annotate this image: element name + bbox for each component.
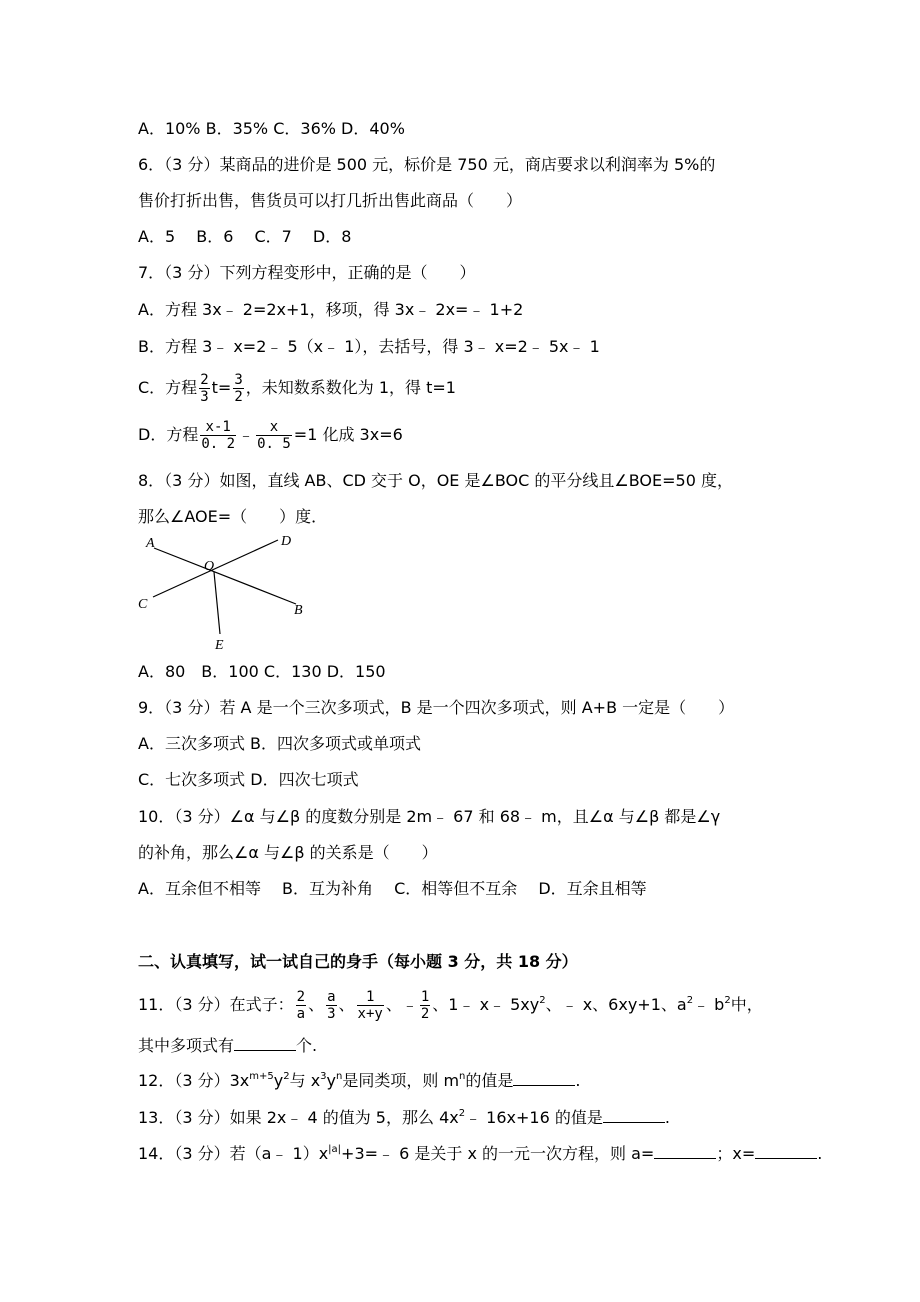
ray-oe — [214, 572, 220, 634]
q7-option-c — [138, 370, 456, 406]
q7-d-fraction-2 — [256, 419, 292, 452]
q9-stem: 9．（3 分）若 A 是一个三次多项式，B 是一个四次多项式，则 A+B 一定是（ ） — [138, 698, 735, 717]
q8-options: A．80 B．100 C．130 D．150 — [138, 662, 386, 681]
q11-rest-a: 、1﹣ x﹣ 5xy — [432, 995, 540, 1014]
q11-sep1: 、 — [308, 995, 325, 1014]
q11-sup-c: 2 — [724, 995, 731, 1006]
q14-answer-blank-a[interactable] — [654, 1144, 716, 1159]
q11-rest-c: ﹣ b — [693, 995, 725, 1014]
q6-options: A．5 B．6 C．7 D．8 — [138, 227, 352, 246]
q14-t1: 14．（3 分）若（a﹣ 1）x — [138, 1144, 329, 1163]
q11-answer-blank[interactable] — [234, 1036, 296, 1051]
q14-line — [138, 1144, 822, 1164]
q11-sep3: 、﹣ — [385, 995, 418, 1014]
q13-line — [138, 1108, 670, 1128]
q8-stem-line1: 8．（3 分）如图，直线 AB、CD 交于 O，OE 是∠BOC 的平分线且∠BOE=50 度， — [138, 471, 733, 490]
q12-t6: 的值是 — [465, 1071, 514, 1090]
q7-option-d — [138, 417, 403, 453]
fraction-numerator: 3 — [234, 372, 243, 388]
q11-fraction-4 — [420, 989, 430, 1022]
q11-sep2: 、 — [338, 995, 355, 1014]
q14-s1: |a| — [328, 1144, 342, 1155]
q11-sup-b: 2 — [686, 995, 694, 1006]
label-c: C — [138, 597, 148, 612]
q12-s2: 2 — [283, 1071, 290, 1082]
q11-line2-prefix: 其中多项式有 — [138, 1036, 235, 1055]
label-a: A — [146, 536, 155, 551]
q12-s4: n — [336, 1071, 343, 1082]
fraction-denominator: a — [296, 1006, 306, 1022]
fraction-numerator: 2 — [200, 372, 209, 388]
q6-stem-line2: 售价打折出售，售货员可以打几折出售此商品（ ） — [138, 191, 523, 210]
q10-stem-line2: 的补角，那么∠α 与∠β 的关系是（ ） — [138, 843, 438, 862]
q11-line2-suffix: 个. — [296, 1036, 318, 1055]
q7-d-fraction-1 — [200, 419, 236, 452]
q7-d-prefix: D．方程 — [138, 425, 199, 444]
q7-c-suffix: ，未知数系数化为 1，得 t=1 — [245, 378, 456, 397]
q7-c-fraction-1 — [199, 372, 209, 405]
q11-rest-d: 中， — [730, 995, 763, 1014]
q12-t7: . — [575, 1071, 581, 1090]
q13-t2: ﹣ 16x+16 的值是 — [465, 1108, 603, 1127]
q9-options-cd: C．七次多项式 D．四次七项式 — [138, 770, 359, 789]
label-o: O — [204, 559, 215, 574]
fraction-numerator: 2 — [296, 989, 306, 1005]
q12-t3: 与 x — [289, 1071, 321, 1090]
fraction-denominator: 2 — [234, 389, 243, 405]
fraction-numerator: a — [327, 989, 336, 1005]
fraction-denominator: 2 — [420, 1006, 430, 1022]
q11-fraction-1 — [296, 989, 306, 1022]
label-b: B — [294, 603, 303, 618]
q11-fraction-2 — [326, 989, 336, 1022]
q7-option-a: A．方程 3x﹣ 2=2x+1，移项，得 3x﹣ 2x=﹣ 1+2 — [138, 300, 524, 319]
q7-option-b: B．方程 3﹣ x=2﹣ 5（x﹣ 1），去括号，得 3﹣ x=2﹣ 5x﹣ 1 — [138, 337, 600, 356]
q8-stem-line2: 那么∠AOE=（ ）度． — [138, 507, 328, 526]
q5-options: A．10% B．35% C．36% D．40% — [138, 119, 405, 138]
q13-t3: . — [664, 1108, 670, 1127]
q11-fraction-3 — [357, 989, 384, 1022]
q14-t3: ；x= — [716, 1144, 756, 1163]
angle-figure — [138, 530, 318, 652]
fraction-numerator: 1 — [420, 989, 430, 1005]
q12-s3: 3 — [320, 1071, 327, 1082]
fraction-numerator: x — [256, 419, 292, 436]
line-ab — [154, 548, 296, 604]
q7-c-prefix: C．方程 — [138, 378, 198, 397]
q14-t2: +3=﹣ 6 是关于 x 的一元一次方程，则 a= — [341, 1144, 655, 1163]
fraction-denominator: 3 — [200, 389, 209, 405]
q11-prefix: 11．（3 分）在式子： — [138, 995, 294, 1014]
q9-options-ab: A．三次多项式 B．四次多项式或单项式 — [138, 734, 422, 753]
section-2-title: 二、认真填写，试一试自己的身手（每小题 3 分，共 18 分） — [138, 952, 578, 971]
q12-t1: 12．（3 分）3x — [138, 1071, 250, 1090]
q7-d-mid: ﹣ — [238, 425, 255, 444]
fraction-numerator: x-1 — [200, 419, 236, 436]
q11-sup-a: 2 — [539, 995, 546, 1006]
fraction-denominator: 0. 2 — [201, 436, 236, 452]
fraction-denominator: 3 — [327, 1006, 336, 1022]
q12-answer-blank[interactable] — [513, 1071, 575, 1086]
q12-t5: 是同类项，则 m — [342, 1071, 460, 1090]
q6-stem-line1: 6．（3 分）某商品的进价是 500 元，标价是 750 元，商店要求以利润率为 5%的 — [138, 155, 716, 174]
label-e: E — [215, 638, 224, 652]
fraction-denominator: x+y — [357, 1006, 383, 1022]
q11-line2 — [138, 1036, 317, 1056]
label-d: D — [281, 534, 292, 549]
fraction-numerator: 1 — [357, 989, 384, 1006]
q11-line1 — [138, 985, 763, 1025]
q10-options: A．互余但不相等 B．互为补角 C．相等但不互余 D．互余且相等 — [138, 879, 647, 898]
q10-stem-line1: 10．（3 分）∠α 与∠β 的度数分别是 2m﹣ 67 和 68﹣ m，且∠α 与∠β 都是∠γ — [138, 807, 721, 826]
q7-c-fraction-2 — [233, 372, 243, 405]
fraction-denominator: 0. 5 — [257, 436, 291, 452]
q7-d-suffix: =1 化成 3x=6 — [293, 425, 403, 444]
q14-answer-blank-x[interactable] — [755, 1144, 817, 1159]
q7-c-mid: t= — [211, 378, 232, 397]
q12-s5: n — [459, 1071, 466, 1082]
q12-s1: m+5 — [249, 1071, 274, 1082]
q13-answer-blank[interactable] — [603, 1108, 665, 1123]
q14-t4: . — [817, 1144, 823, 1163]
q13-s1: 2 — [458, 1108, 466, 1119]
q7-stem: 7．（3 分）下列方程变形中，正确的是（ ） — [138, 263, 476, 282]
q12-t2: y — [273, 1071, 284, 1090]
q12-line — [138, 1071, 581, 1091]
q11-rest-b: 、﹣ x、6xy+1、a — [545, 995, 687, 1014]
q12-t4: y — [326, 1071, 337, 1090]
q13-t1: 13．（3 分）如果 2x﹣ 4 的值为 5，那么 4x — [138, 1108, 459, 1127]
